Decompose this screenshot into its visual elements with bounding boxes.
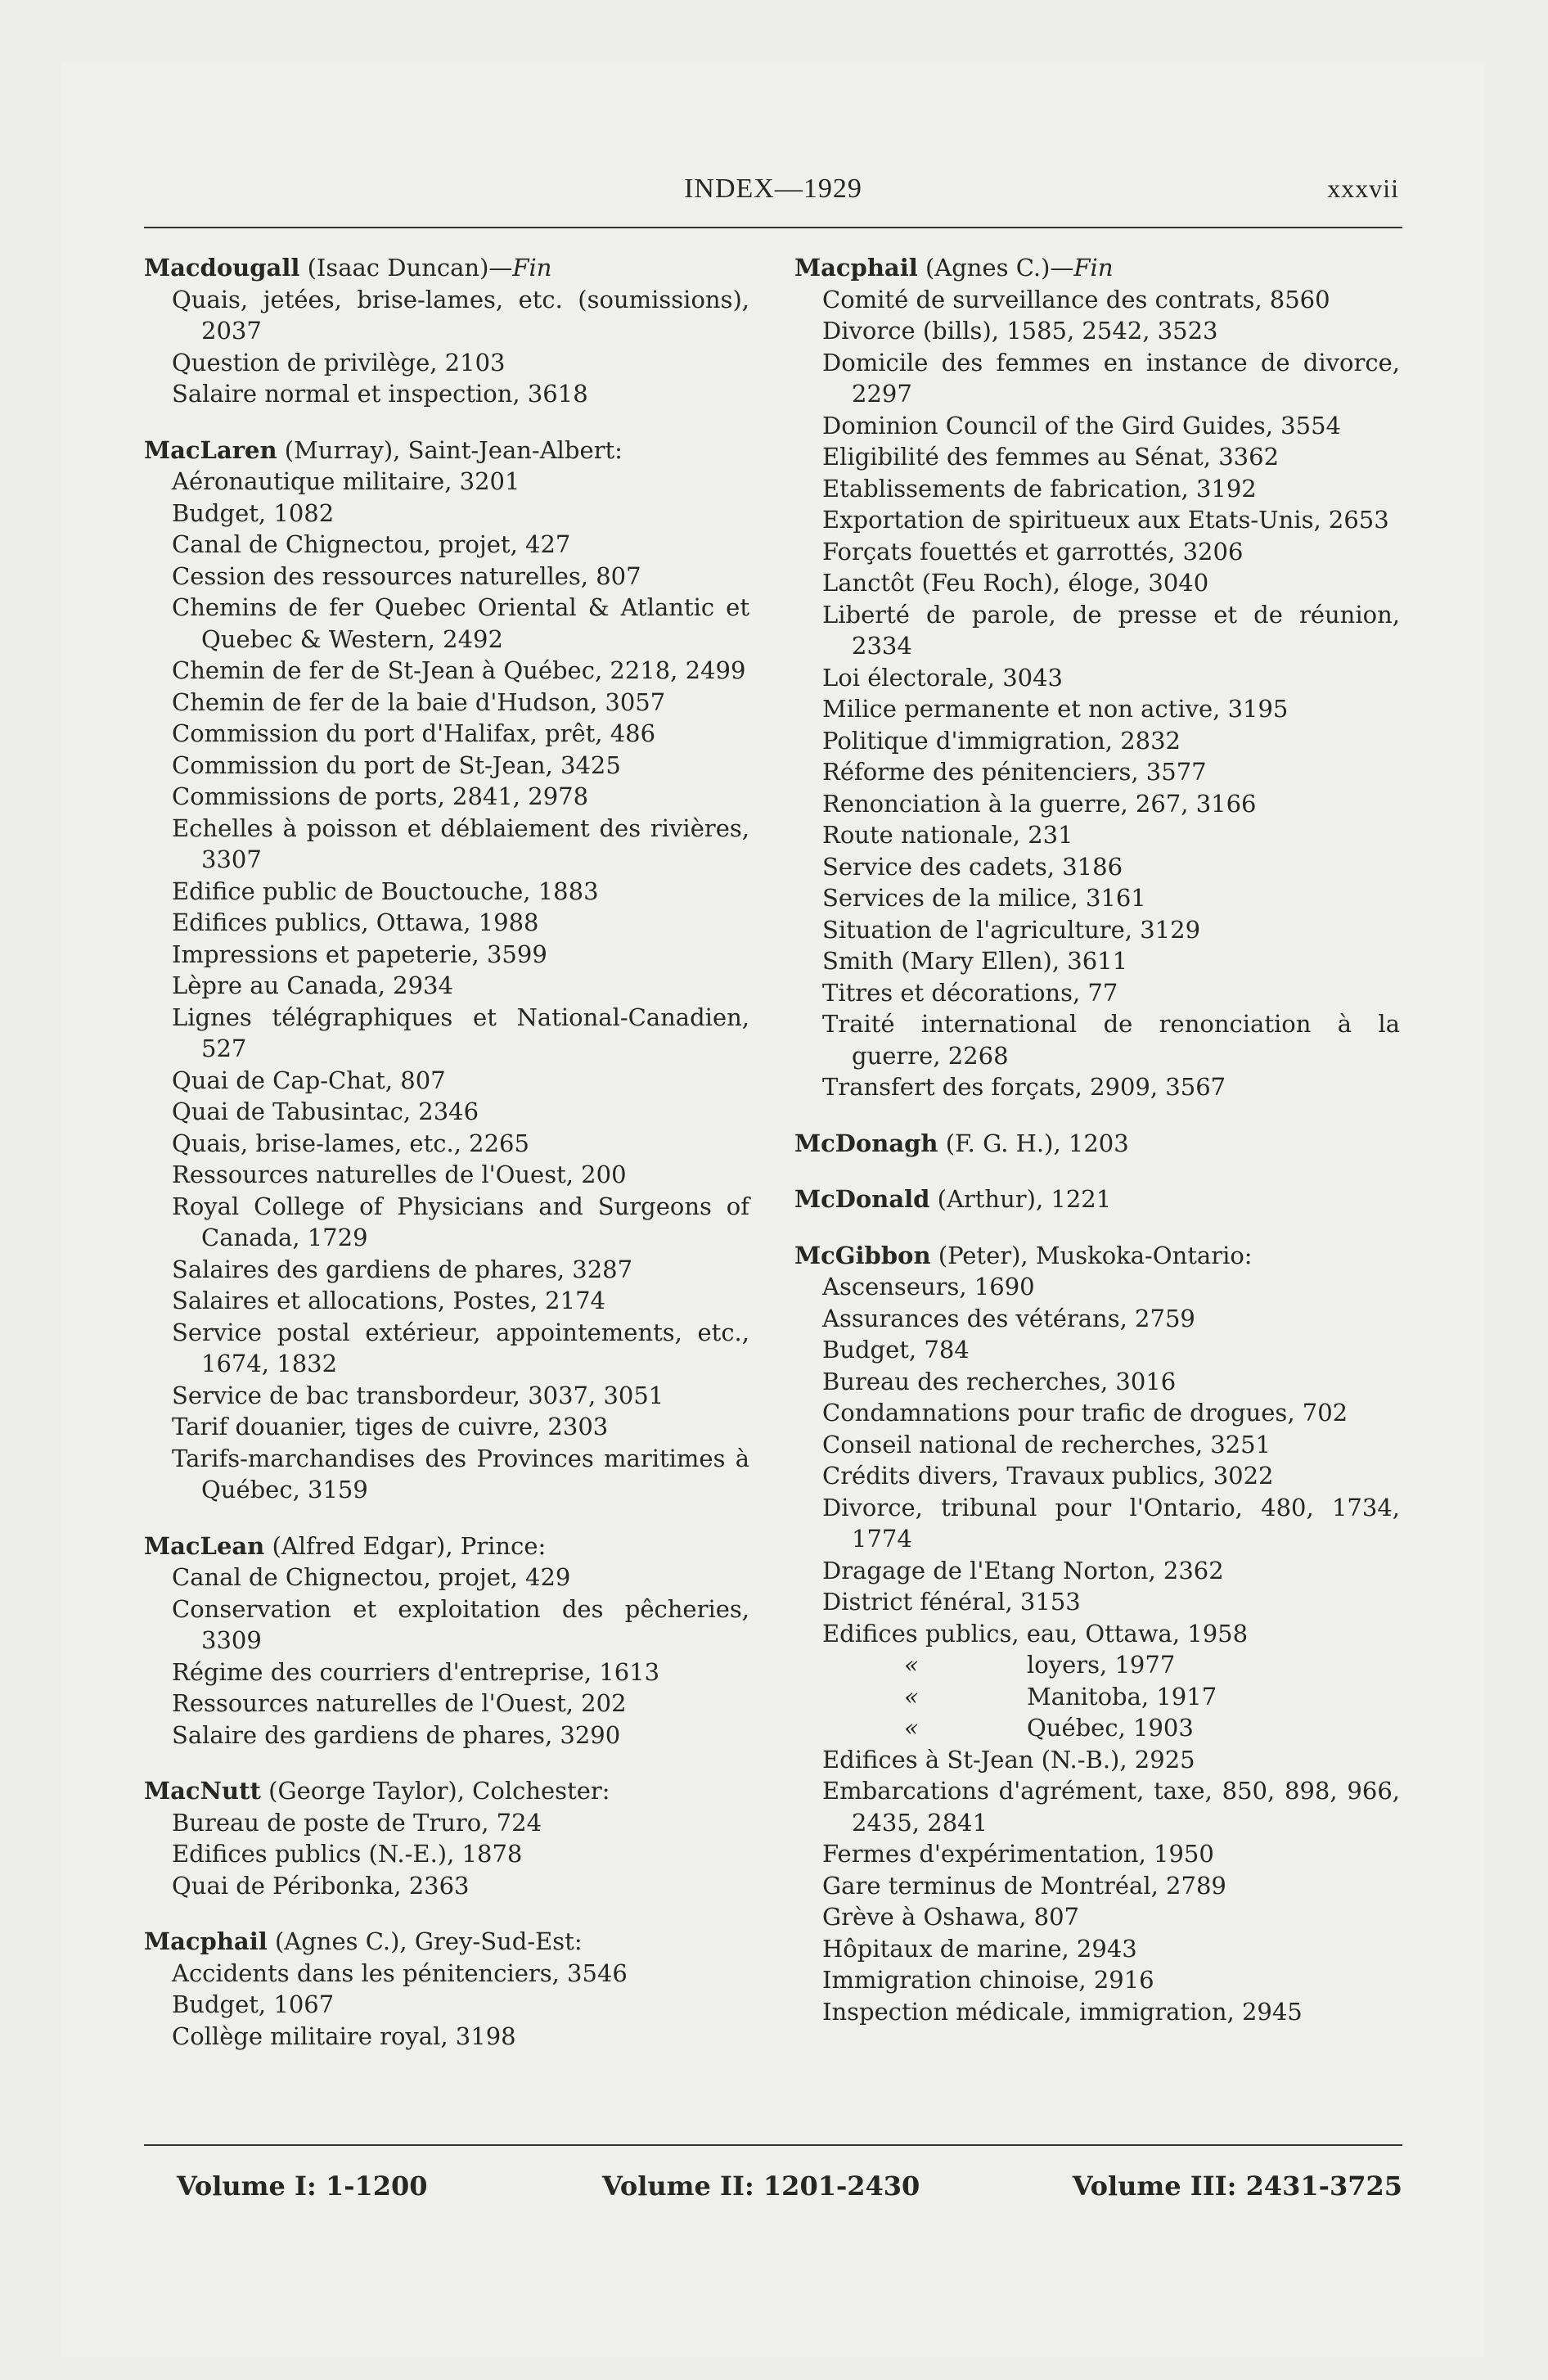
- index-subentry: Tarifs-marchandises des Provinces maritimes à Québec, 3159: [172, 1444, 749, 1503]
- index-entry: [794, 252, 1400, 1103]
- index-subentry: Embarcations d'agrément, taxe, 850, 898, 966, 2435, 2841: [822, 1777, 1400, 1837]
- ditto-mark: «: [904, 1651, 919, 1679]
- index-subentry: Route nationale, 231: [822, 821, 1073, 849]
- index-subentry: Etablissements de fabrication, 3192: [822, 474, 1257, 503]
- index-subentry: Conservation et exploitation des pêcheries, 3309: [172, 1594, 749, 1654]
- index-subentry: Cession des ressources naturelles, 807: [172, 561, 641, 590]
- index-subentry: Salaires des gardiens de phares, 3287: [172, 1255, 633, 1283]
- member-detail: (George Taylor), Colchester:: [260, 1777, 610, 1805]
- index-subentry: Inspection médicale, immigration, 2945: [822, 1997, 1303, 2026]
- member-name: Macphail: [794, 254, 918, 282]
- member-name: McGibbon: [794, 1241, 931, 1269]
- index-subentry: Chemins de fer Quebec Oriental & Atlantic et Quebec & Western, 2492: [172, 593, 749, 653]
- index-subentry: Commission du port de St-Jean, 3425: [172, 751, 621, 779]
- continuation-marker: Fin: [1073, 254, 1114, 282]
- header-rule: [144, 227, 1402, 228]
- index-subentry: Forçats fouettés et garrottés, 3206: [822, 537, 1244, 566]
- index-subentry: Gare terminus de Montréal, 2789: [822, 1871, 1226, 1900]
- index-subentry: Canal de Chignectou, projet, 427: [172, 530, 571, 558]
- index-subentry: Titres et décorations, 77: [822, 978, 1118, 1007]
- index-subentry: Commission du port d'Halifax, prêt, 486: [172, 719, 656, 747]
- index-subentry: Lèpre au Canada, 2934: [172, 971, 453, 999]
- index-subentry: Smith (Mary Ellen), 3611: [822, 947, 1128, 975]
- entry-heading: [794, 1128, 1400, 1160]
- entry-heading: [144, 1926, 749, 1958]
- entry-heading: [794, 252, 1400, 284]
- member-detail: (Isaac Duncan)—: [299, 254, 513, 282]
- index-subentry: Edifices publics, Ottawa, 1988: [172, 908, 539, 936]
- page-title: INDEX—1929: [684, 174, 862, 204]
- index-subentry: Salaires et allocations, Postes, 2174: [172, 1287, 605, 1314]
- index-subentry: Quais, brise-lames, etc., 2265: [172, 1129, 529, 1157]
- index-subentry: District fénéral, 3153: [822, 1588, 1081, 1616]
- index-subentry: Impressions et papeterie, 3599: [172, 940, 547, 968]
- index-subentry: Accidents dans les pénitenciers, 3546: [172, 1959, 628, 1987]
- index-subentry: Canal de Chignectou, projet, 429: [172, 1563, 571, 1591]
- index-subentry: Ascenseurs, 1690: [822, 1273, 1035, 1300]
- ditto-mark: «: [904, 1714, 919, 1742]
- index-subentry: Service des cadets, 3186: [822, 852, 1123, 881]
- index-entry: [794, 1128, 1400, 1160]
- index-subentry: Quai de Tabusintac, 2346: [172, 1098, 479, 1125]
- index-subentry: Lanctôt (Feu Roch), éloge, 3040: [822, 569, 1209, 597]
- index-subentry: Echelles à poisson et déblaiement des rivières, 3307: [172, 814, 749, 873]
- index-subentry: Politique d'immigration, 2832: [822, 726, 1181, 755]
- index-subentry: Salaire normal et inspection, 3618: [172, 380, 588, 408]
- index-subentry: Collège militaire royal, 3198: [172, 2022, 516, 2050]
- member-name: McDonald: [794, 1185, 930, 1213]
- entry-heading: [144, 252, 749, 284]
- index-subentry: Edifices publics (N.-E.), 1878: [172, 1840, 523, 1868]
- index-subentry: Quai de Cap-Chat, 807: [172, 1066, 446, 1094]
- index-subentry: Situation de l'agriculture, 3129: [822, 915, 1201, 944]
- index-subentry: Immigration chinoise, 2916: [822, 1966, 1154, 1994]
- index-subentry: Edifices à St-Jean (N.-B.), 2925: [822, 1745, 1195, 1774]
- index-entry: [794, 1240, 1400, 2028]
- entry-heading: [144, 435, 749, 467]
- member-detail: (F. G. H.), 1203: [938, 1129, 1129, 1157]
- subentry-text: loyers, 1977: [1027, 1651, 1176, 1679]
- index-subentry: Quai de Péribonka, 2363: [172, 1871, 470, 1900]
- index-subentry: Commissions de ports, 2841, 2978: [172, 782, 589, 810]
- index-entry: [794, 1183, 1400, 1215]
- index-subentry: Tarif douanier, tiges de cuivre, 2303: [172, 1413, 609, 1440]
- index-subentry: Grève à Oshawa, 807: [822, 1903, 1079, 1931]
- index-subentry: Eligibilité des femmes au Sénat, 3362: [822, 443, 1280, 471]
- index-subentry: Quais, jetées, brise-lames, etc. (soumissions), 2037: [172, 285, 749, 345]
- page-number: xxxvii: [1327, 174, 1399, 203]
- index-subentry: Domicile des femmes en instance de divorce, 2297: [822, 348, 1400, 408]
- index-subentry: Royal College of Physicians and Surgeons of Canada, 1729: [172, 1192, 749, 1251]
- index-subentry: Edifice public de Bouctouche, 1883: [172, 877, 599, 905]
- left-column: [144, 252, 749, 2076]
- index-entry: [144, 1775, 749, 1901]
- index-subentry: Liberté de parole, de presse et de réunion, 2334: [822, 600, 1400, 660]
- index-subentry: Service de bac transbordeur, 3037, 3051: [172, 1381, 664, 1409]
- index-subentry: Régime des courriers d'entreprise, 1613: [172, 1657, 660, 1686]
- index-subentry: Edifices publics, eau, Ottawa, 1958: [822, 1619, 1249, 1648]
- member-name: MacLaren: [144, 435, 277, 464]
- volume-footer: [144, 2170, 1402, 2211]
- member-detail: (Murray), Saint-Jean-Albert:: [277, 435, 623, 464]
- entry-heading: [144, 1530, 749, 1562]
- index-subentry: Crédits divers, Travaux publics, 3022: [822, 1462, 1274, 1490]
- entry-heading: [794, 1183, 1400, 1215]
- index-subentry: Lignes télégraphiques et National-Canadien, 527: [172, 1003, 749, 1062]
- ditto-mark: «: [904, 1682, 919, 1711]
- index-subentry: Transfert des forçats, 2909, 3567: [822, 1073, 1226, 1101]
- index-subentry: Fermes d'expérimentation, 1950: [822, 1840, 1214, 1868]
- volume-2-range: Volume II: 1201-2430: [602, 2170, 920, 2202]
- subentry-text: Manitoba, 1917: [1027, 1682, 1217, 1711]
- index-subentry: Loi électorale, 3043: [822, 663, 1063, 692]
- index-subentry: Hôpitaux de marine, 2943: [822, 1934, 1137, 1963]
- index-subentry: Salaire des gardiens de phares, 3290: [172, 1720, 621, 1749]
- index-subentry: Budget, 784: [822, 1336, 970, 1364]
- index-subentry: Ressources naturelles de l'Ouest, 202: [172, 1689, 627, 1717]
- index-subentry: Dominion Council of the Gird Guides, 3554: [822, 411, 1341, 439]
- page-header: [147, 174, 1399, 214]
- index-subentry: Comité de surveillance des contrats, 8560: [822, 285, 1330, 313]
- volume-3-range: Volume III: 2431-3725: [1072, 2170, 1402, 2202]
- index-subentry: Question de privilège, 2103: [172, 348, 506, 376]
- index-entry: [144, 1926, 749, 2052]
- index-subentry: Divorce, tribunal pour l'Ontario, 480, 1734, 1774: [822, 1493, 1400, 1553]
- index-subentry-ditto: [794, 1712, 1400, 1744]
- member-name: MacNutt: [144, 1777, 261, 1805]
- member-detail: (Alfred Edgar), Prince:: [264, 1531, 547, 1560]
- index-entry: [144, 435, 749, 1506]
- index-subentry: Milice permanente et non active, 3195: [822, 695, 1289, 723]
- entry-heading: [144, 1775, 749, 1807]
- entry-heading: [794, 1240, 1400, 1272]
- index-subentry: Dragage de l'Etang Norton, 2362: [822, 1556, 1224, 1584]
- volume-1-range: Volume I: 1-1200: [177, 2170, 428, 2202]
- index-subentry: Bureau des recherches, 3016: [822, 1367, 1177, 1395]
- index-subentry: Réforme des pénitenciers, 3577: [822, 758, 1207, 786]
- member-detail: (Peter), Muskoka-Ontario:: [930, 1241, 1253, 1269]
- right-column: [794, 252, 1400, 2052]
- index-subentry: Conseil national de recherches, 3251: [822, 1430, 1271, 1458]
- index-subentry: Ressources naturelles de l'Ouest, 200: [172, 1161, 627, 1188]
- member-name: MacLean: [144, 1531, 265, 1560]
- index-subentry: Service postal extérieur, appointements, etc., 1674, 1832: [172, 1318, 749, 1377]
- member-name: McDonagh: [794, 1129, 938, 1157]
- subentry-text: Québec, 1903: [1027, 1714, 1194, 1742]
- member-detail: (Agnes C.), Grey-Sud-Est:: [267, 1927, 583, 1955]
- index-subentry: Aéronautique militaire, 3201: [172, 467, 520, 495]
- index-subentry-ditto: [794, 1649, 1400, 1681]
- index-subentry: Budget, 1067: [172, 1990, 335, 2018]
- index-subentry: Condamnations pour trafic de drogues, 702: [822, 1399, 1348, 1427]
- index-subentry: Services de la milice, 3161: [822, 884, 1146, 912]
- index-subentry: Exportation de spiritueux aux Etats-Unis, 2653: [822, 506, 1389, 534]
- index-subentry: Budget, 1082: [172, 498, 335, 527]
- index-subentry-ditto: [794, 1681, 1400, 1713]
- index-subentry: Chemin de fer de la baie d'Hudson, 3057: [172, 687, 666, 716]
- index-subentry: Divorce (bills), 1585, 2542, 3523: [822, 317, 1218, 345]
- member-name: Macdougall: [144, 254, 300, 282]
- continuation-marker: Fin: [512, 254, 552, 282]
- footer-rule: [144, 2144, 1402, 2146]
- index-subentry: Chemin de fer de St-Jean à Québec, 2218, 2499: [172, 656, 746, 684]
- index-subentry: Bureau de poste de Truro, 724: [172, 1808, 542, 1837]
- index-entry: [144, 1530, 749, 1751]
- member-name: Macphail: [144, 1927, 268, 1955]
- index-subentry: Assurances des vétérans, 2759: [822, 1304, 1195, 1332]
- index-subentry: Traité international de renonciation à la guerre, 2268: [822, 1010, 1400, 1070]
- index-entry: [144, 252, 749, 410]
- member-detail: (Agnes C.)—: [917, 254, 1074, 282]
- index-subentry: Renonciation à la guerre, 267, 3166: [822, 789, 1257, 818]
- member-detail: (Arthur), 1221: [929, 1185, 1112, 1213]
